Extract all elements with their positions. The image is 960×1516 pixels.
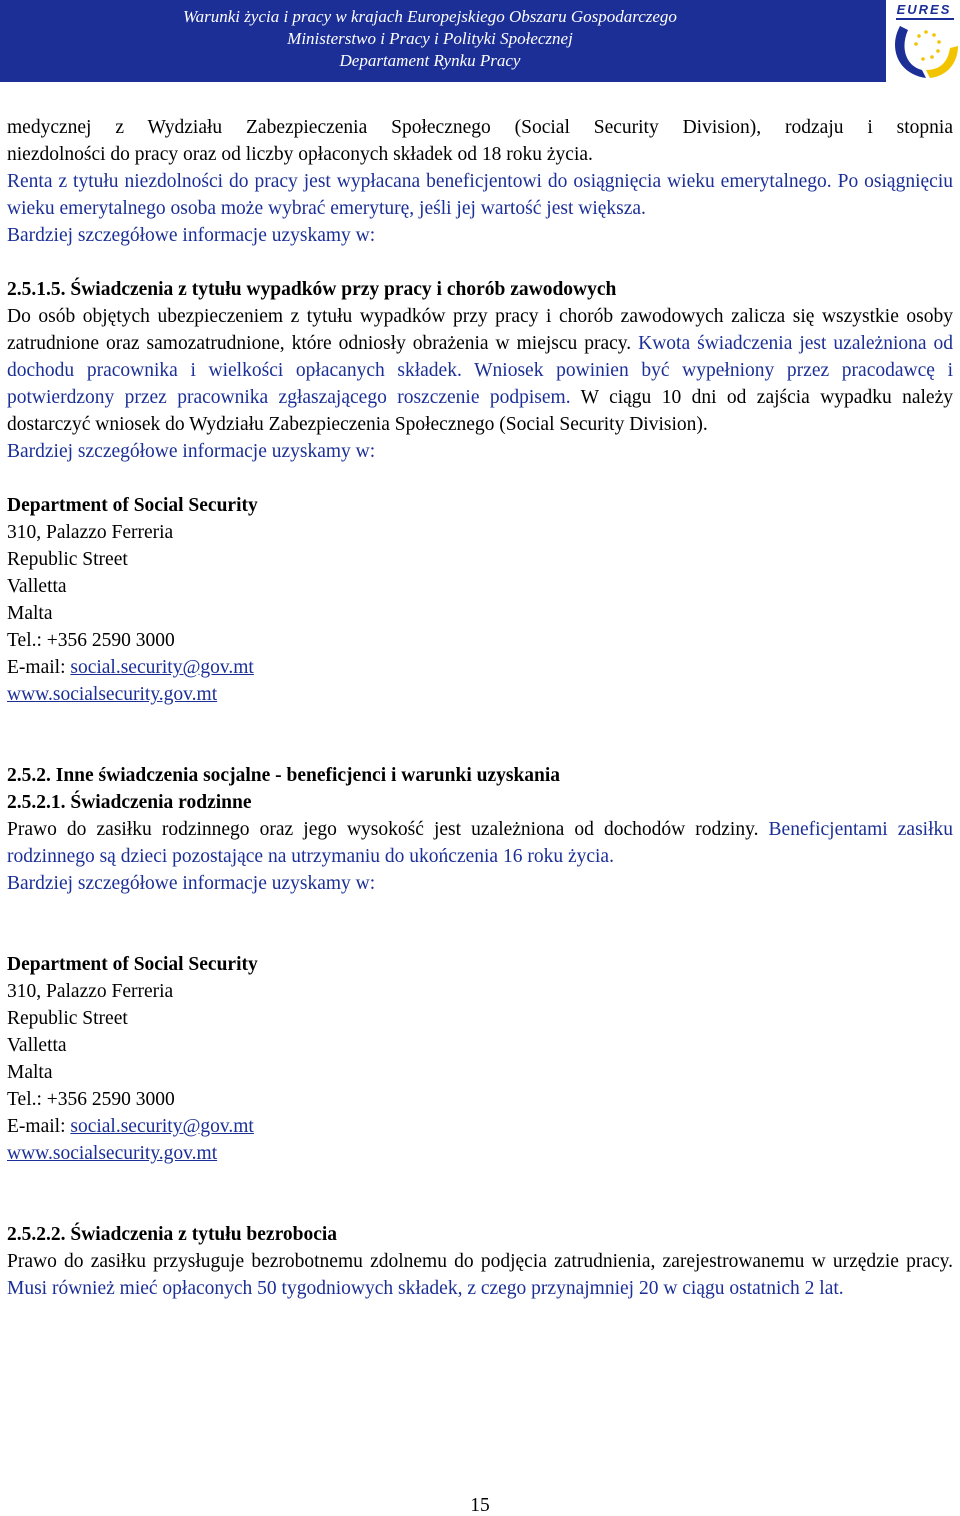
more-info-label: Bardziej szczegółowe informacje uzyskamy w: bbox=[7, 873, 376, 894]
more-info-label: Bardziej szczegółowe informacje uzyskamy w: bbox=[7, 225, 376, 246]
header-line-3: Departament Rynku Pracy bbox=[339, 51, 521, 70]
contact-address-2: Republic Street bbox=[7, 1008, 128, 1029]
contact-email-label: E-mail: bbox=[7, 1116, 71, 1137]
contact-name: Department of Social Security bbox=[7, 954, 258, 975]
document-header bbox=[0, 0, 960, 82]
intro-paragraph-line-2: niezdolności do pracy oraz od liczby opłaconych składek od 18 roku życia. bbox=[7, 144, 593, 165]
page-number: 15 bbox=[470, 1495, 490, 1516]
header-line-1: Warunki życia i pracy w krajach Europejskiego Obszaru Gospodarczego bbox=[183, 7, 677, 26]
document-body bbox=[7, 114, 953, 1302]
contact-phone: Tel.: +356 2590 3000 bbox=[7, 630, 175, 651]
contact-city: Valletta bbox=[7, 576, 67, 597]
more-info-label: Bardziej szczegółowe informacje uzyskamy w: bbox=[7, 441, 376, 462]
contact-address-2: Republic Street bbox=[7, 549, 128, 570]
contact-block-1 bbox=[7, 492, 953, 708]
section-2-5-1-5-text-a: Do osób objętych ubezpieczeniem z tytułu wypadków przy pracy i chorób zawodowych zalicza się wszystkie osoby zatrudnione oraz samozatrudnione, które odniosły obrażenia w miejscu pracy. bbox=[7, 306, 953, 354]
section-2-5-2-1-text-b: Beneficjentami zasiłku rodzinnego są dzieci pozostające na utrzymaniu do ukończenia 16 roku życia. bbox=[7, 819, 953, 867]
contact-phone: Tel.: +356 2590 3000 bbox=[7, 1089, 175, 1110]
section-2-5-2-2-text-b: Musi również mieć opłaconych 50 tygodniowych składek, z czego przynajmniej 20 w ciągu ostatnich 2 lat. bbox=[7, 1278, 844, 1299]
section-2-5-2-2-heading: 2.5.2.2. Świadczenia z tytułu bezrobocia bbox=[7, 1224, 338, 1245]
section-2-5-1-5-text bbox=[7, 303, 953, 438]
invalidity-pension-paragraph: Renta z tytułu niezdolności do pracy jest wypłacana beneficjentowi do osiągnięcia wieku emerytalnego. Po osiągnięciu wieku emerytalnego osoba może wybrać emeryturę, jeśli jej wartość jest większa. bbox=[7, 171, 953, 219]
contact-country: Malta bbox=[7, 1062, 53, 1083]
contact-name: Department of Social Security bbox=[7, 495, 258, 516]
contact-website-link[interactable]: www.socialsecurity.gov.mt bbox=[7, 684, 218, 705]
contact-website-link[interactable]: www.socialsecurity.gov.mt bbox=[7, 1143, 218, 1164]
section-2-5-2-1-text-a: Prawo do zasiłku rodzinnego oraz jego wysokość jest uzależniona od dochodów rodziny. bbox=[7, 819, 759, 840]
section-2-5-1-5-text-b: Kwota świadczenia jest uzależniona od dochodu pracownika i wielkości opłacanych składek. Wniosek powinien być wypełniony przez pracodawcę i potwierdzony przez pracownika zgłaszającego roszczenie podpisem. bbox=[7, 333, 953, 408]
contact-email-link[interactable]: social.security@gov.mt bbox=[70, 657, 254, 678]
section-2-5-2-heading: 2.5.2. Inne świadczenia socjalne - beneficjenci i warunki uzyskania bbox=[7, 765, 561, 786]
contact-email-row bbox=[7, 654, 953, 681]
contact-address-1: 310, Palazzo Ferreria bbox=[7, 522, 174, 543]
section-2-5-2-1-text bbox=[7, 816, 953, 870]
contact-email-row bbox=[7, 1113, 953, 1140]
contact-address-1: 310, Palazzo Ferreria bbox=[7, 981, 174, 1002]
contact-email-link[interactable]: social.security@gov.mt bbox=[70, 1116, 254, 1137]
section-2-5-2-2-text-a: Prawo do zasiłku przysługuje bezrobotnemu zdolnemu do podjęcia zatrudnienia, zarejestrowanemu w urzędzie pracy. bbox=[7, 1251, 953, 1272]
header-text bbox=[0, 6, 860, 72]
contact-block-2 bbox=[7, 951, 953, 1167]
eures-logo bbox=[886, 0, 960, 82]
contact-country: Malta bbox=[7, 603, 53, 624]
intro-paragraph-line-1: medycznej z Wydziału Zabezpieczenia Społecznego (Social Security Division), rodzaju i stopnia bbox=[7, 117, 953, 138]
section-2-5-2-1-heading: 2.5.2.1. Świadczenia rodzinne bbox=[7, 792, 252, 813]
header-line-2: Ministerstwo i Pracy i Polityki Społecznej bbox=[287, 29, 573, 48]
contact-city: Valletta bbox=[7, 1035, 67, 1056]
contact-email-label: E-mail: bbox=[7, 657, 71, 678]
section-2-5-1-5-text-c: W ciągu 10 dni od zajścia wypadku należy dostarczyć wniosek do Wydziału Zabezpieczenia Społecznego (Social Security Division). bbox=[7, 387, 953, 435]
eures-logo-text: EURES bbox=[896, 2, 952, 17]
section-2-5-1-5-heading: 2.5.1.5. Świadczenia z tytułu wypadków przy pracy i chorób zawodowych bbox=[7, 279, 617, 300]
section-2-5-2-2-text bbox=[7, 1248, 953, 1302]
